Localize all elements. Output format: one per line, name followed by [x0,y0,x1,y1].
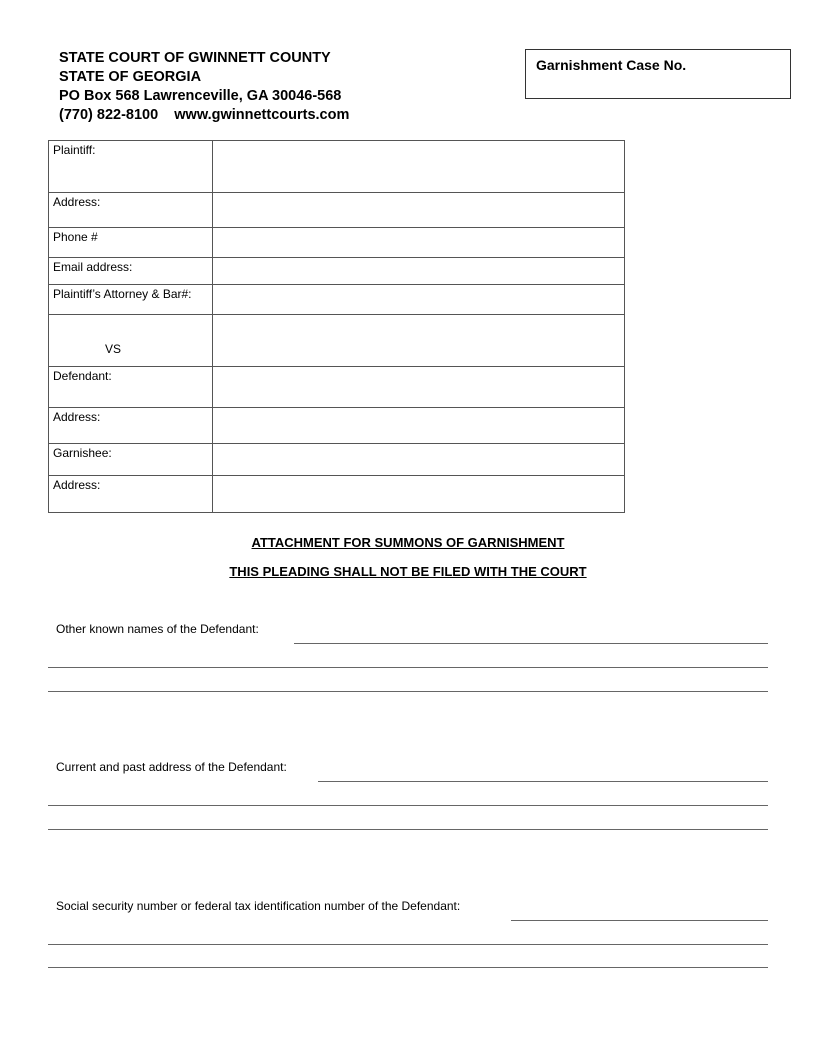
other-names-line-1[interactable] [294,643,768,644]
court-address: PO Box 568 Lawrenceville, GA 30046-568 [59,88,342,104]
case-number-label: Garnishment Case No. [536,57,687,73]
court-name: STATE COURT OF GWINNETT COUNTY [59,50,331,66]
addresses-line-3[interactable] [48,829,768,830]
court-state: STATE OF GEORGIA [59,69,202,85]
email-label: Email address: [49,258,213,285]
attorney-field[interactable] [213,285,625,315]
defendant-field[interactable] [213,367,625,408]
phone-label: Phone # [49,228,213,258]
other-names-line-3[interactable] [48,691,768,692]
court-header [59,49,349,125]
garnishee-field[interactable] [213,444,625,476]
defendant-label: Defendant: [49,367,213,408]
ssn-line-3[interactable] [48,967,768,968]
email-field[interactable] [213,258,625,285]
ssn-label: Social security number or federal tax identification number of the Defendant: [56,899,461,913]
plaintiff-address-label: Address: [49,193,213,228]
case-number-box[interactable] [525,49,791,99]
plaintiff-field[interactable] [213,141,625,193]
parties-table [48,140,625,513]
attorney-label: Plaintiff’s Attorney & Bar#: [49,285,213,315]
vs-label: VS [49,315,213,367]
addresses-label: Current and past address of the Defendant: [56,760,287,774]
form-title: ATTACHMENT FOR SUMMONS OF GARNISHMENT [251,535,565,550]
plaintiff-address-field[interactable] [213,193,625,228]
form-subtitle: THIS PLEADING SHALL NOT BE FILED WITH THE COURT [229,564,587,579]
phone-field[interactable] [213,228,625,258]
court-contact: (770) 822-8100 www.gwinnettcourts.com [59,107,350,123]
addresses-line-1[interactable] [318,781,768,782]
ssn-line-1[interactable] [511,920,768,921]
garnishee-label: Garnishee: [49,444,213,476]
plaintiff-label: Plaintiff: [49,141,213,193]
other-names-line-2[interactable] [48,667,768,668]
other-names-label: Other known names of the Defendant: [56,622,259,636]
garnishee-address-field[interactable] [213,476,625,513]
defendant-address-field[interactable] [213,408,625,444]
defendant-address-label: Address: [49,408,213,444]
vs-field [213,315,625,367]
addresses-line-2[interactable] [48,805,768,806]
garnishee-address-label: Address: [49,476,213,513]
ssn-line-2[interactable] [48,944,768,945]
